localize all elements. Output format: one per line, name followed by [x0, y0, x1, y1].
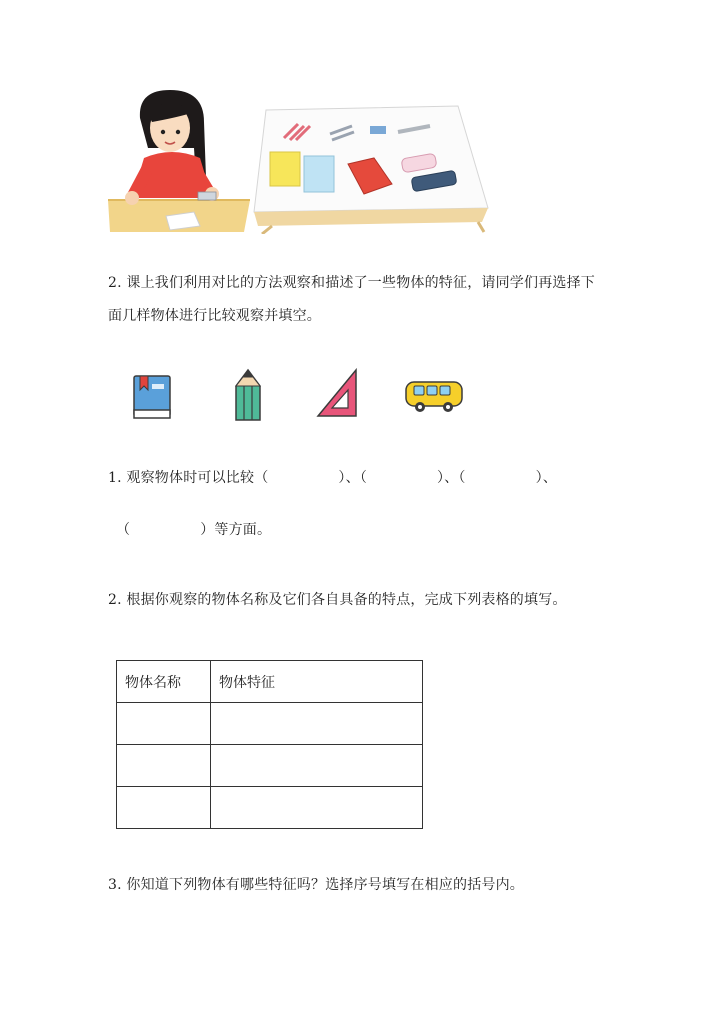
table-row — [117, 703, 423, 745]
question-2-intro-line-1: 2. 课上我们利用对比的方法观察和描述了一些物体的特征，请同学们再选择下 — [108, 275, 596, 291]
object-name-cell[interactable] — [117, 745, 211, 787]
fill-in-ending: ）等方面。 — [200, 522, 272, 538]
bus-icon — [404, 378, 466, 416]
fill-in-separator-3: ）、 — [535, 470, 558, 486]
table-header-row — [117, 661, 423, 703]
fill-in-item-1 — [108, 467, 557, 487]
fill-in-item-1-line-2 — [116, 519, 271, 539]
question-3-prompt: 3. 你知道下列物体有哪些特征吗？选择序号填写在相应的括号内。 — [108, 877, 525, 893]
question-2-intro-line-2: 面几样物体进行比较观察并填空。 — [108, 308, 321, 324]
object-name-cell[interactable] — [117, 703, 211, 745]
stationery-table-illustration — [252, 104, 490, 234]
table-row — [117, 787, 423, 829]
triangle-ruler-icon — [316, 368, 360, 420]
pencil-icon — [234, 368, 262, 422]
table-row — [117, 745, 423, 787]
fill-in-separator-1: ）、（ — [338, 470, 368, 486]
header-object-name: 物体名称 — [117, 661, 211, 703]
header-object-features: 物体特征 — [211, 661, 423, 703]
table-question-prompt: 2. 根据你观察的物体名称及它们各自具备的特点，完成下列表格的填写。 — [108, 592, 567, 608]
girl-illustration — [108, 88, 250, 234]
object-feature-cell[interactable] — [211, 703, 423, 745]
fill-in-prefix: 1. 观察物体时可以比较（ — [108, 470, 269, 486]
object-feature-cell[interactable] — [211, 787, 423, 829]
fill-in-separator-2: ）、（ — [437, 470, 466, 486]
object-feature-cell[interactable] — [211, 745, 423, 787]
object-name-cell[interactable] — [117, 787, 211, 829]
object-features-table — [116, 660, 423, 829]
book-icon — [132, 374, 172, 420]
fill-in-open-paren: （ — [116, 522, 131, 538]
